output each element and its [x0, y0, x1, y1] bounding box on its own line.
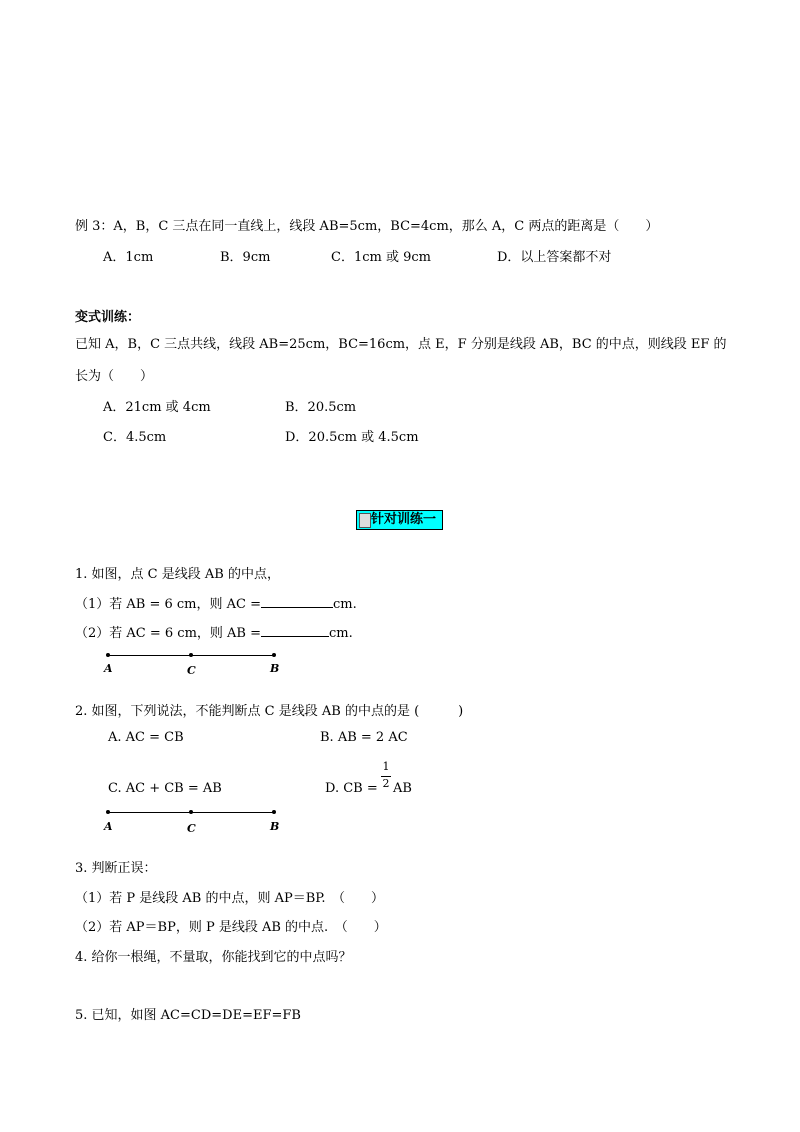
q1-stem: 1. 如图，点 C 是线段 AB 的中点，	[75, 567, 280, 582]
q1-point-c-label: C	[187, 664, 196, 677]
example-3-option-b: B．9cm	[220, 250, 271, 265]
q2-option-a: A. AC = CB	[108, 730, 184, 745]
q2-point-c-dot	[189, 810, 193, 814]
q2-option-d-prefix: D. CB =	[325, 781, 378, 796]
q1-sub2-prefix: （2）若 AC = 6 cm，则 AB =	[75, 626, 262, 641]
q2-point-b-label: B	[270, 820, 280, 833]
example-3-option-c: C．1cm 或 9cm	[331, 250, 431, 265]
q1-sub2-suffix: cm.	[329, 626, 353, 641]
variant-option-b: B．20.5cm	[285, 400, 357, 415]
variant-option-c: C．4.5cm	[103, 430, 167, 445]
q1-point-c-dot	[189, 653, 193, 657]
variant-question-line1: 已知 A，B，C 三点共线，线段 AB=25cm，BC=16cm，点 E，F 分别是线段 AB，BC 的中点，则线段 EF 的	[75, 337, 727, 352]
q1-sub2-blank[interactable]	[261, 624, 329, 637]
section-heading	[356, 510, 443, 530]
example-3-option-d: D．以上答案都不对	[497, 250, 612, 265]
q2-option-b: B. AB = 2 AC	[320, 730, 408, 745]
q1-point-b-dot	[272, 653, 276, 657]
q3-stem: 3. 判断正误：	[75, 861, 157, 876]
q2-option-d-suffix: AB	[393, 781, 412, 796]
q1-sub1-prefix: （1）若 AB = 6 cm，则 AC =	[75, 597, 262, 612]
example-3-question: 例 3：A，B，C 三点在同一直线上，线段 AB=5cm，BC=4cm，那么 A，C 两点的距离是（ ）	[75, 219, 659, 234]
q1-sub1-blank[interactable]	[261, 595, 333, 608]
q3-sub2: （2）若 AP＝BP，则 P 是线段 AB 的中点. （ ）	[75, 920, 387, 935]
q1-sub1-suffix: cm.	[333, 597, 357, 612]
q1-point-a-dot	[106, 653, 110, 657]
q2-point-a-label: A	[104, 820, 113, 833]
q1-sub1	[75, 593, 357, 612]
variant-question-line2: 长为（ ）	[75, 369, 154, 384]
variant-option-d: D．20.5cm 或 4.5cm	[285, 430, 419, 445]
q2-option-c: C. AC + CB = AB	[108, 781, 222, 796]
q1-point-a-label: A	[104, 662, 113, 675]
q2-point-b-dot	[272, 810, 276, 814]
q2-stem: 2. 如图，下列说法，不能判断点 C 是线段 AB 的中点的是 ( )	[75, 704, 464, 719]
variant-option-a: A．21cm 或 4cm	[103, 400, 211, 415]
q5-stem: 5. 已知，如图 AC=CD=DE=EF=FB	[75, 1008, 301, 1023]
q1-sub2	[75, 622, 353, 641]
q2-fraction-numerator: 1	[382, 760, 390, 773]
q2-fraction-denominator: 2	[382, 777, 390, 790]
section-heading-text: 针对训练一	[371, 512, 437, 527]
variant-title: 变式训练：	[75, 310, 141, 325]
example-3-option-a: A．1cm	[103, 250, 154, 265]
q3-sub1: （1）若 P 是线段 AB 的中点，则 AP＝BP. （ ）	[75, 891, 385, 906]
q1-point-b-label: B	[270, 662, 280, 675]
q2-point-a-dot	[106, 810, 110, 814]
heading-box-icon	[359, 513, 371, 528]
q2-point-c-label: C	[187, 822, 196, 835]
q4-stem: 4. 给你一根绳，不量取，你能找到它的中点吗？	[75, 950, 352, 965]
